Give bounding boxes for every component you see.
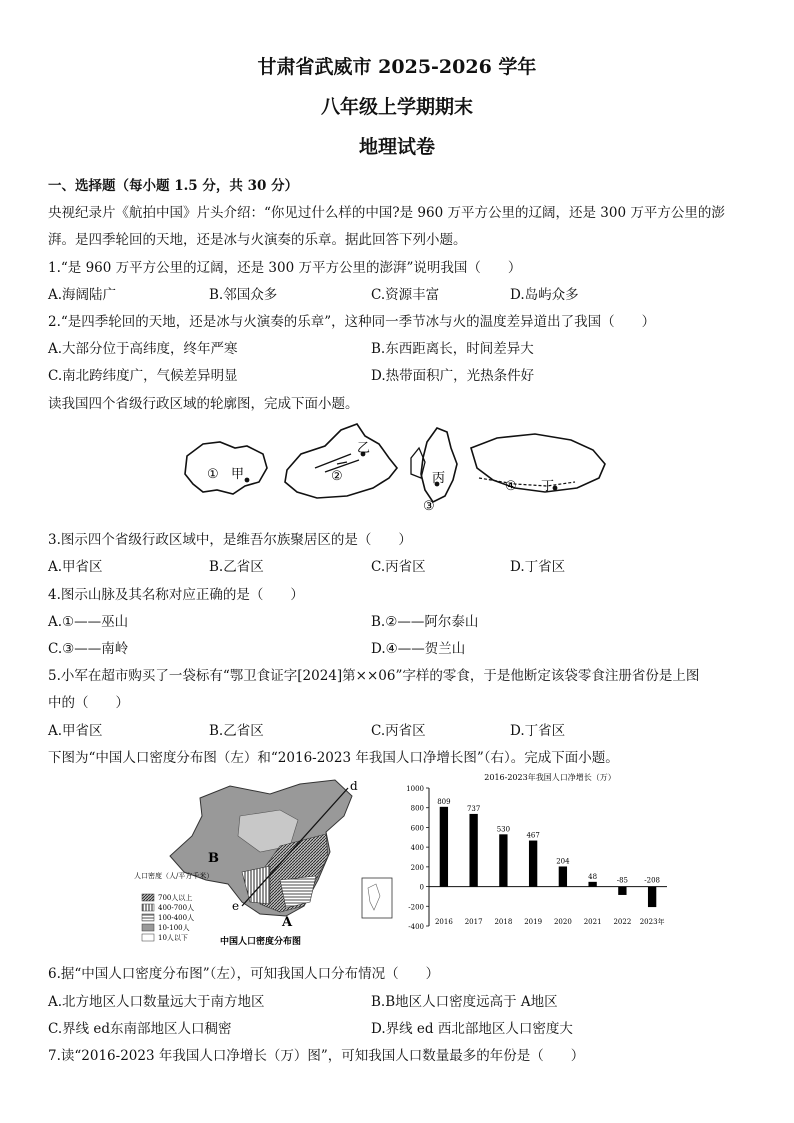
map-label-b: B [208, 851, 219, 866]
q1-stem: 1.“是 960 万平方公里的辽阔，还是 300 万平方公里的澎湃”说明我国（ ） [48, 260, 522, 276]
map-caption: 中国人口密度分布图 [220, 937, 302, 947]
legend-title: 人口密度（人/平方千米） [134, 872, 214, 880]
intro2: 读我国四个省级行政区域的轮廓图，完成下面小题。 [48, 396, 359, 412]
population-growth-chart [395, 768, 675, 934]
data-label: -208 [644, 876, 660, 885]
q1-option-d[interactable]: D.岛屿众多 [510, 287, 579, 303]
q3-option-d[interactable]: D.丁省区 [510, 559, 566, 575]
bar-2022 [618, 887, 626, 895]
q5-option-a[interactable]: A.甲省区 [48, 723, 103, 739]
q2-option-a[interactable]: A.大部分位于高纬度，终年严寒 [48, 341, 238, 357]
legend-item-5: 10人以下 [158, 934, 188, 942]
q4-stem: 4.图示山脉及其名称对应正确的是（ ） [48, 587, 304, 603]
data-label: -85 [616, 876, 629, 885]
exam-title-line3: 地理试卷 [358, 136, 435, 158]
category-label: 2022 [613, 918, 632, 926]
q3-option-a[interactable]: A.甲省区 [48, 559, 103, 575]
q3-option-b[interactable]: B.乙省区 [209, 559, 264, 575]
bar-2020 [559, 866, 567, 886]
intro1-line2: 湃。是四季轮回的天地，还是冰与火演奏的乐章。据此回答下列小题。 [48, 232, 467, 248]
q5-option-b[interactable]: B.乙省区 [209, 723, 264, 739]
q1-option-a[interactable]: A.海阔陆广 [48, 287, 117, 303]
y-tick-label: 0 [419, 883, 424, 892]
legend-item-3: 100-400人 [158, 914, 195, 922]
category-label: 2021 [583, 918, 602, 926]
exam-title-line2: 八年级上学期期末 [320, 96, 473, 118]
map-label-a: A [282, 915, 293, 930]
data-label: 467 [526, 831, 540, 840]
map-label-2: ② [331, 469, 343, 484]
y-tick-label: 200 [410, 863, 424, 872]
q6-option-b[interactable]: B.B地区人口密度远高于 A地区 [371, 994, 558, 1010]
q3-option-c[interactable]: C.丙省区 [371, 559, 426, 575]
legend-item-1: 700人以上 [158, 894, 193, 902]
intro1-line1: 央视纪录片《航拍中国》片头介绍：“你见过什么样的中国?是 960 万平方公里的辽阔，还是 300 万平方公里的澎 [48, 205, 725, 221]
bar-2018 [499, 834, 507, 886]
data-label: 530 [496, 825, 511, 834]
q6-option-c[interactable]: C.界线 ed东南部地区人口稠密 [48, 1021, 232, 1037]
q5-stem-line1: 5.小军在超市购买了一袋标有“鄂卫食证字[2024]第××06”字样的零食，于是他断定该袋零食注册省份是上图 [48, 668, 700, 684]
q4-option-a[interactable]: A.①——巫山 [48, 614, 129, 630]
y-tick-label: 1000 [406, 785, 424, 793]
y-tick-label: 600 [410, 824, 424, 833]
map-label-jia: 甲 [231, 467, 245, 482]
q5-option-c[interactable]: C.丙省区 [371, 723, 426, 739]
chart-title: 2016-2023年我国人口净增长（万） [484, 773, 616, 782]
q3-stem: 3.图示四个省级行政区域中，是维吾尔族聚居区的是（ ） [48, 532, 412, 548]
category-label: 2019 [524, 918, 543, 926]
q5-option-d[interactable]: D.丁省区 [510, 723, 566, 739]
province-outline-ding [471, 434, 605, 492]
map-label-4: ④ [505, 479, 517, 494]
y-tick-label: 400 [410, 844, 424, 853]
q2-stem: 2.“是四季轮回的天地，还是冰与火演奏的乐章”，这种同一季节冰与火的温度差异道出了我国（ ） [48, 314, 656, 330]
mountain-hatch-ding [479, 478, 575, 486]
map-label-1: ① [207, 467, 219, 482]
q4-option-b[interactable]: B.②——阿尔泰山 [371, 614, 479, 630]
map-label-d: d [350, 779, 358, 793]
map-label-bing: 丙 [432, 471, 446, 486]
q6-stem: 6.据“中国人口密度分布图”（左），可知我国人口分布情况（ ） [48, 966, 440, 982]
province-outline-jia [185, 442, 267, 494]
category-label: 2017 [464, 918, 483, 926]
bar-2019 [529, 841, 537, 887]
q4-option-d[interactable]: D.④——贺兰山 [371, 641, 466, 657]
q2-option-d[interactable]: D.热带面积广，光热条件好 [371, 368, 535, 384]
map-label-yi: 乙 [357, 441, 371, 456]
population-density-map [130, 776, 400, 951]
q5-stem-line2: 中的（ ） [48, 695, 129, 711]
y-tick-label: 800 [410, 804, 424, 813]
data-label: 48 [588, 872, 598, 881]
intro3: 下图为“中国人口密度分布图（左）和“2016-2023 年我国人口净增长图”（右）。完成下面小题。 [48, 750, 619, 766]
q6-option-a[interactable]: A.北方地区人口数量远大于南方地区 [48, 994, 265, 1010]
map-label-3: ③ [423, 499, 435, 514]
region-hhatch [280, 876, 316, 908]
province-outline-yi [285, 424, 397, 498]
q2-option-b[interactable]: B.东西距离长，时间差异大 [371, 341, 534, 357]
bar-2016 [440, 807, 448, 887]
q6-option-d[interactable]: D.界线 ed 西北部地区人口密度大 [371, 1021, 573, 1037]
map-label-ding: 丁 [541, 479, 555, 494]
bar-2023年 [648, 887, 656, 908]
data-label: 204 [556, 857, 570, 866]
category-label: 2018 [494, 918, 513, 926]
province-outline-map [175, 418, 615, 518]
q4-option-c[interactable]: C.③——南岭 [48, 641, 129, 657]
south-sea-inset [362, 878, 392, 918]
bar-2017 [469, 814, 477, 887]
data-label: 737 [466, 804, 481, 813]
q1-option-b[interactable]: B.邻国众多 [209, 287, 278, 303]
q2-option-c[interactable]: C.南北跨纬度广，气候差异明显 [48, 368, 238, 384]
section-heading: 一、选择题（每小题 1.5 分，共 30 分） [48, 178, 299, 194]
y-tick-label: -200 [408, 903, 424, 912]
q7-stem: 7.读“2016-2023 年我国人口净增长（万）图”，可知我国人口数量最多的年份是（ ） [48, 1048, 585, 1064]
legend-item-2: 400-700人 [158, 904, 195, 912]
exam-title-line1: 甘肃省武威市 2025-2026 学年 [257, 56, 537, 78]
map-label-e: e [232, 899, 240, 913]
q1-option-c[interactable]: C.资源丰富 [371, 287, 440, 303]
legend-item-4: 10-100人 [158, 924, 190, 932]
bar-2021 [588, 882, 596, 887]
category-label: 2020 [553, 918, 572, 926]
y-tick-label: -400 [408, 923, 424, 931]
category-label: 2016 [434, 918, 453, 926]
data-label: 809 [437, 797, 451, 806]
province-outline-bing [421, 428, 457, 502]
category-label: 2023年 [639, 918, 665, 926]
